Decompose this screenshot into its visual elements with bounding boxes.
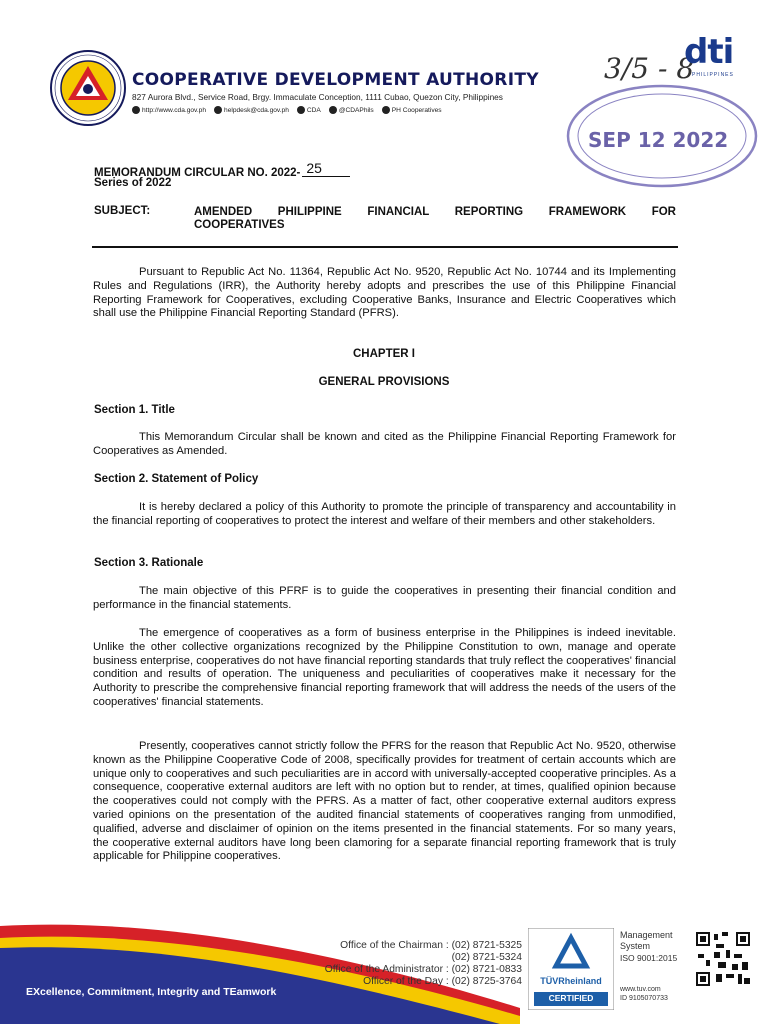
handwritten-note: 3/5 - 8 xyxy=(604,52,695,85)
section-3-heading: Section 3. Rationale xyxy=(94,557,204,569)
group-contact[interactable]: PH Cooperatives xyxy=(382,106,442,114)
intro-paragraph: Pursuant to Republic Act No. 11364, Republic Act No. 9520, Republic Act No. 10744 and its Implementing Rules and Regulations (IRR), the Authority hereby adopts and prescribes the use of this Philippine Financial Reporting Framework for Cooperatives, excluding Cooperative Banks, Insurance and Electric Cooperatives which shall use the Philippine Financial Reporting Standard (PFRS). xyxy=(93,266,676,320)
subject-label: SUBJECT: xyxy=(94,205,151,217)
org-address: 827 Aurora Blvd., Service Road, Brgy. Immaculate Conception, 1111 Cubao, Quezon City, Philippines xyxy=(132,92,503,102)
chapter-heading: CHAPTER I xyxy=(353,348,415,360)
org-name: COOPERATIVE DEVELOPMENT AUTHORITY xyxy=(132,70,539,90)
group-icon xyxy=(382,106,390,114)
footer-contact-numbers: Office of the Chairman : (02) 8721-5325 (02) 8721-5324 Office of the Administrator : (02) 8721-0833 Officer of the Day : (02) 8725-3764 xyxy=(324,940,522,987)
tuv-url-block xyxy=(620,986,668,1003)
dti-subtitle: PHILIPPINES xyxy=(692,72,734,78)
tuv-certified: CERTIFIED xyxy=(548,993,594,1003)
chapter-title: GENERAL PROVISIONS xyxy=(318,376,450,388)
mail-icon xyxy=(214,106,222,114)
cda-seal-logo xyxy=(50,50,126,126)
contact-list xyxy=(132,106,442,114)
section-3-paragraph-1: The main objective of this PFRF is to guide the cooperatives in presenting their financial condition and performance in the financial statements. xyxy=(93,585,676,611)
twitter-contact[interactable]: @CDAPhils xyxy=(329,106,374,114)
facebook-contact[interactable]: CDA xyxy=(297,106,321,114)
section-2-heading: Section 2. Statement of Policy xyxy=(94,473,259,485)
dti-logo: dti xyxy=(684,32,734,72)
section-2-text: It is hereby declared a policy of this Authority to promote the principle of transparency and accountability in the financial reporting of cooperatives to protect the interest and welfare of their members and other stakeholders. xyxy=(93,501,676,527)
facebook-icon xyxy=(297,106,305,114)
email-contact[interactable]: helpdesk@cda.gov.ph xyxy=(214,106,289,114)
management-system-label: Management System xyxy=(620,930,673,951)
iso-label: ISO 9001:2015 xyxy=(620,953,678,963)
stamp-date: SEP 12 2022 xyxy=(588,128,729,152)
subject-line-1: AMENDED PHILIPPINE FINANCIAL REPORTING FRAMEWORK FOR xyxy=(194,206,676,218)
subject-line-2: COOPERATIVES xyxy=(194,219,285,231)
section-3-paragraph-2: The emergence of cooperatives as a form of business enterprise in the Philippines is indeed inevitable. Unlike the other collective organizations recognized by the Philippine Constitution to own, manage and operate business enterprise, cooperatives do not have financial reporting standards that truly reflect the cooperatives' financial condition and results of operation. The uniqueness and peculiarities of cooperatives make it necessary for the Authority to prescribe the comprehensive financial reporting framework that will address the needs of the users of the cooperatives' financial statements. xyxy=(93,627,676,708)
tuv-name: TÜVRheinland xyxy=(540,976,602,986)
qr-code[interactable] xyxy=(694,930,752,988)
tuv-url[interactable]: www.tuv.com xyxy=(620,986,661,993)
memo-series: Series of 2022 xyxy=(94,177,172,189)
section-1-heading: Section 1. Title xyxy=(94,404,175,416)
divider xyxy=(92,246,678,248)
memo-number-value: 25 xyxy=(302,160,350,177)
section-1-text: This Memorandum Circular shall be known and cited as the Philippine Financial Reporting Framework for Cooperatives as Amended. xyxy=(93,431,676,457)
web-contact[interactable]: http://www.cda.gov.ph xyxy=(132,106,206,114)
memo-number-label: MEMORANDUM CIRCULAR NO. 2022- xyxy=(94,167,301,179)
footer-motto: EXcellence, Commitment, Integrity and TEamwork xyxy=(26,986,277,998)
tuv-id: ID 9105070733 xyxy=(620,994,668,1002)
twitter-icon xyxy=(329,106,337,114)
section-3-paragraph-3: Presently, cooperatives cannot strictly follow the PFRS for the reason that Republic Act No. 9520, otherwise known as the Philippine Cooperative Code of 2008, specifically provides for treatment of certain accounts which are unique only to cooperatives and such peculiarities are in accord with universally-accepted cooperative principles. As a consequence, cooperative external auditors are left with no option but to render, at times, qualified opinion because the cooperatives could not comply with the PFRS. As a matter of fact, other cooperative external auditors express varied opinions on the presentation of the audited financial statements of cooperatives ranging from unmodified, qualified, adverse and disclaimer of opinion on the items presented in the financial statements. For so many years, the cooperative external auditors have long been clamoring for a separate financial reporting framework that is truly applicable for Philippine cooperatives. xyxy=(93,740,676,863)
globe-icon xyxy=(132,106,140,114)
